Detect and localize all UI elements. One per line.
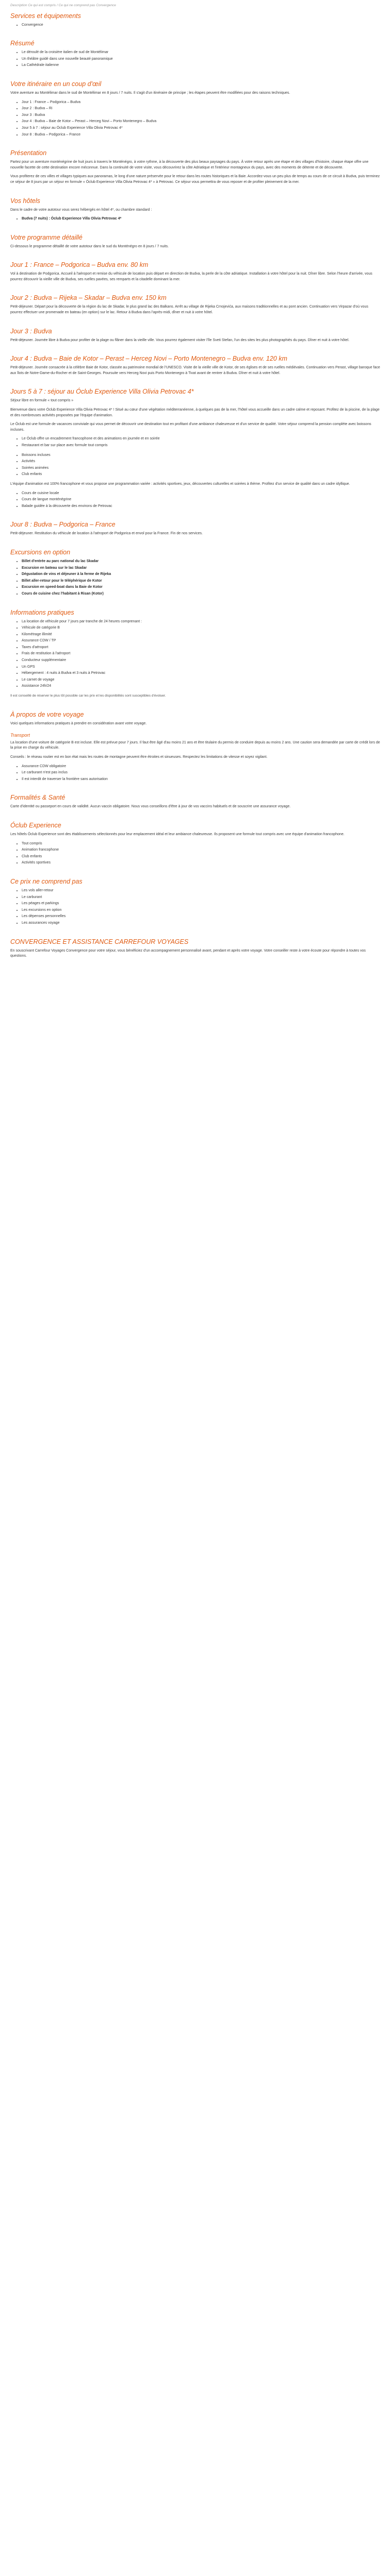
day5-title: Jours 5 à 7 : séjour au Óclub Experience Villa Olivia Petrovac 4*: [10, 388, 194, 396]
not-included-title: Ce prix ne comprend pas: [10, 877, 83, 885]
day5-intro: Séjour libre en formule « tout compris »: [10, 399, 74, 403]
presentation-title: Présentation: [10, 149, 47, 157]
club-list: [10, 453, 381, 478]
list-item: • Les dépenses personnelles: [22, 914, 381, 920]
list-item: [22, 572, 381, 578]
day3-text: Petit-déjeuner. Journée libre à Budva pour profiter de la plage ou flâner dans la vieille ville. Vous pourrez également visiter l'île Sveti Stefan, l'un des sites les plus photographiés du pays. Dîner et nuit à votre hôtel.: [10, 338, 350, 342]
list-item: • Assurance CDW / TP: [22, 638, 381, 644]
oclub-text: Les hôtels Óclub Experience sont des établissements sélectionnés pour leur emplacement idéal et leur ambiance chaleureuse. Ils proposent une formule tout compris avec une équipe d'animation francophone.: [10, 832, 345, 836]
list-item: • Jour 5 à 7 : séjour au Óclub Experience Villa Olivia Petrovac 4*: [22, 126, 381, 131]
formalites-title: Formalités & Santé: [10, 794, 66, 802]
day2-text: Petit-déjeuner. Départ pour la découverte de la région du lac de Skadar, le plus grand lac des Balkans. Arrêt au village de Rijeka Crnojevića, aux maisons traditionnelles et au pont ancien. Continuation vers Virpazar d'où vous pourrez effectuer une promenade en bateau (en option) sur le lac. Retour à Budva dans l'après-midi, dîner et nuit à votre hôtel.: [10, 305, 368, 315]
propos-intro: Voici quelques informations pratiques à prendre en considération avant votre voyage.: [10, 721, 147, 725]
list-item: [22, 579, 381, 584]
day8-text: Petit-déjeuner. Restitution du véhicule de location à l'aéroport de Podgorica et envol pour la France. Fin de nos services.: [10, 532, 203, 536]
excursion-name: Excursion en bateau sur le lac Skadar: [22, 566, 87, 570]
day1-text: Vol à destination de Podgorica. Accueil à l'aéroport et remise du véhicule de location puis départ en direction de Budva, la perle de la côte adriatique. Installation à votre hôtel pour la nuit. Dîner libre. Selon l'heure d'arrivée, vous pourrez découvrir la vieille ville de Budva, ses ruelles pavées, ses remparts et la citadelle dominant la mer.: [10, 272, 372, 281]
detailed-title: Votre programme détaillé: [10, 233, 83, 241]
list-item: • Assurance CDW obligatoire: [22, 764, 381, 770]
oclub-title: Óclub Experience: [10, 821, 61, 829]
excursion-name: Billet d'entrée au parc national du lac Skadar: [22, 559, 99, 563]
list-item: • Le carburant: [22, 895, 381, 901]
list-item: • Animation francophone: [22, 848, 381, 853]
list-item: • La location de véhicule pour 7 jours par tranche de 24 heures comprenant :: [22, 619, 381, 625]
convergence-title: CONVERGENCE ET ASSISTANCE CARREFOUR VOYAGES: [10, 938, 189, 945]
list-item: • Club enfants: [22, 472, 381, 478]
list-item: • Activités: [22, 459, 381, 465]
transport-text: La location d'une voiture de catégorie B est incluse. Elle est prévue pour 7 jours. Il faut être âgé d'au moins 21 ans et être titulaire du permis de conduire depuis au moins 2 ans. Une caution sera demandée par carte de crédit lors de la prise en charge du véhicule.: [10, 740, 380, 750]
excursion-name: Dégustation de vins et déjeuner à la ferme de Rijeka: [22, 572, 111, 577]
list-item: • Activités sportives: [22, 860, 381, 866]
list-item: • Le Óclub offre un encadrement francophone et des animations en journée et en soirée: [22, 436, 381, 442]
list-item: • Véhicule de catégorie B: [22, 625, 381, 631]
page: [5, 0, 386, 968]
list-item: • Les assurances voyage: [22, 921, 381, 926]
presentation-p2: Vous profiterez de ces villes et villages typiques aux panoramas, le long d'une nature préservée pour le retour dans les routes historiques et la Baie. Accordez-vous un peu plus de temps au cours de ce circuit à Budva, puis terminez ce séjour de 8 jours par un séjour en formule « Óclub Experience Villa Olivia Petrovac 4* » à Petrovac. Ce séjour vous permettra de vous reposer et de profiter pleinement de la mer.: [10, 175, 380, 184]
list-item: • Les vols aller-retour: [22, 888, 381, 894]
hotel-name: Budva (7 nuits) : Óclub Experience Villa Olivia Petrovac 4*: [22, 217, 122, 221]
services-title: Services et équipements: [10, 12, 81, 20]
list-item: • Soirées animées: [22, 466, 381, 471]
club-activities-list: [10, 491, 381, 510]
list-item: • Boissons incluses: [22, 453, 381, 459]
list-item: • Restaurant et bar sur place avec formule tout compris: [22, 443, 381, 449]
list-item: [22, 566, 381, 571]
list-item: • Hébergement : 4 nuits à Budva et 3 nuits à Petrovac: [22, 671, 381, 676]
list-item: • Balade guidée à la découverte des environs de Petrovac: [22, 504, 381, 510]
transport-tips: Conseils : le réseau routier est en bon état mais les routes de montagne peuvent être étroites et sinueuses. Respectez les limitations de vitesse et soyez vigilant.: [10, 755, 268, 759]
hotels-list: [10, 216, 381, 222]
practical-note: Il est conseillé de réserver le plus tôt possible car les prix et les disponibilités sont susceptibles d'évoluer.: [10, 694, 166, 698]
itinerary-title: Votre itinéraire en un coup d'œil: [10, 80, 102, 88]
excursion-name: Excursion en speed-boat dans la Baie de Kotor: [22, 585, 103, 589]
presentation-p1: Partez pour un aventure monténégrine de huit jours à travers le Monténégro, à votre rythme, à la découverte des plus beaux paysages du pays. À votre retour après une étape et des villages d'histoire, chaque étape offre une nouvelle facette de cette destination encore méconnue. Dans la continuité de votre visite, vous découvrirez la côte Adriatique et l'intérieur montagneux du pays, avec des moments de détente et de découverte.: [10, 160, 369, 170]
list-item: • Kilométrage illimité: [22, 632, 381, 638]
list-item: • Un théâtre guidé dans une nouvelle beauté panoramique: [22, 57, 381, 62]
excursion-name: Cours de cuisine chez l'habitant à Risan (Kotor): [22, 591, 104, 596]
breadcrumb: Description Ce qui est compris / Ce qui ne comprend pas Convergence: [10, 4, 116, 7]
list-item: • Jour 4 : Budva – Baie de Kotor – Perast – Herceg Novi – Porto Montenegro – Budva: [22, 119, 381, 125]
not-included-list: [10, 888, 381, 926]
summary-list: [10, 50, 381, 69]
list-item: • Le carnet de voyage: [22, 677, 381, 683]
list-item: • Frais de restitution à l'aéroport: [22, 651, 381, 657]
list-item: • Assistance 24h/24: [22, 684, 381, 689]
hotels-intro: Dans le cadre de votre autotour vous serez hébergés en hôtel 4*, ou chambre standard :: [10, 208, 152, 212]
day1-title: Jour 1 : France – Podgorica – Budva env. 80 km: [10, 261, 149, 269]
list-item: • Jour 3 : Budva: [22, 113, 381, 118]
excursion-name: Billet aller-retour pour le téléphérique de Kotor: [22, 579, 102, 583]
list-item: • Conducteur supplémentaire: [22, 658, 381, 664]
day8-title: Jour 8 : Budva – Podgorica – France: [10, 521, 116, 529]
list-item: • La Cathédrale italienne: [22, 63, 381, 69]
itinerary-intro: Votre aventure au Montélimar dans le sud de Montélimar en 8 jours / 7 nuits. Il s'agit d'un itinéraire de principe ; les étapes peuvent être modifiées pour des raisons techniques.: [10, 91, 290, 95]
list-item: • Jour 8 : Budva – Podgorica – France: [22, 132, 381, 138]
list-item: [22, 585, 381, 590]
oclub-list: [10, 841, 381, 866]
summary-title: Résumé: [10, 40, 35, 47]
list-item: • Le déroulé de la croisière italien de sud de Montélimar: [22, 50, 381, 56]
itinerary-list: [10, 100, 381, 138]
day5-p1: Bienvenue dans votre Óclub Experience Villa Olivia Petrovac 4* ! Situé au cœur d'une végétation méditerranéenne, à quelques pas de la mer, l'hôtel vous accueille dans un cadre calme et reposant. Profitez de la piscine, de la plage et des nombreuses activités proposées par l'équipe d'animation.: [10, 408, 380, 417]
list-item: • Cours de langue monténégrine: [22, 497, 381, 503]
excursions-list: [10, 559, 381, 597]
services-list: [10, 23, 381, 28]
excursions-title: Excursions en option: [10, 548, 71, 556]
day5-p2: Le Óclub est une formule de vacances conviviale qui vous permet de découvrir une destination tout en profitant d'une ambiance chaleureuse et d'un service de qualité. Votre séjour comprend la pension complète avec boissons incluses.: [10, 422, 371, 432]
practical-list: [10, 619, 381, 690]
list-item: • Tout compris: [22, 841, 381, 847]
list-item: • Le carburant n'est pas inclus: [22, 770, 381, 776]
list-item: • Taxes d'aéroport: [22, 645, 381, 651]
list-item: • Jour 2 : Budva – Ri: [22, 106, 381, 112]
day4-title: Jour 4 : Budva – Baie de Kotor – Perast – Herceg Novi – Porto Montenegro – Budva env. 120 km: [10, 355, 287, 363]
list-item: • Il est interdit de traverser la frontière sans autorisation: [22, 777, 381, 783]
formalites-text: Carte d'identité ou passeport en cours de validité. Aucun vaccin obligatoire. Nous vous conseillons d'être à jour de vos vaccins habituels et de souscrire une assurance voyage.: [10, 805, 291, 809]
list-item: • Cours de cuisine locale: [22, 491, 381, 497]
detailed-intro: Ci-dessous le programme détaillé de votre autotour dans le sud du Monténégro en 8 jours / 7 nuits.: [10, 244, 169, 248]
list-item: [22, 559, 381, 565]
list-item: • Jour 1 : France – Podgorica – Budva: [22, 100, 381, 106]
day4-text: Petit-déjeuner. Journée consacrée à la célèbre Baie de Kotor, classée au patrimoine mondial de l'UNESCO. Visite de la vieille ville de Kotor, de ses églises et de ses ruelles médiévales. Continuation vers Perast, village baroque face aux îlots de Notre-Dame-du-Rocher et de Saint-Georges. Poursuite vers Herceg Novi puis Porto Montenegro à Tivat avant de rentrer à Budva. Dîner et nuit à votre hôtel.: [10, 366, 380, 375]
day2-title: Jour 2 : Budva – Rijeka – Skadar – Budva env. 150 km: [10, 294, 167, 302]
list-item: • Club enfants: [22, 854, 381, 860]
club-text: L'équipe d'animation est 100% francophone et vous propose une programmation variée : activités sportives, jeux, découvertes culturelles et soirées à thème. Profitez d'un service de qualité dans un cadre idyllique.: [10, 482, 350, 486]
day3-title: Jour 3 : Budva: [10, 327, 52, 335]
practical-title: Informations pratiques: [10, 608, 74, 616]
list-item: • Convergence: [22, 23, 381, 28]
list-item: [22, 216, 381, 222]
day5-list: [10, 436, 381, 448]
list-item: • Les péages et parkings: [22, 901, 381, 907]
transport-title: Transport: [10, 733, 30, 738]
transport-list: [10, 764, 381, 783]
list-item: • Les excursions en option: [22, 908, 381, 913]
list-item: [22, 591, 381, 597]
propos-title: À propos de votre voyage: [10, 710, 84, 718]
convergence-text: En souscrivant Carrefour Voyages Convergence pour votre séjour, vous bénéficiez d'un accompagnement personnalisé avant, pendant et après votre voyage. Votre conseiller reste à votre écoute pour répondre à toutes vos questions.: [10, 948, 366, 958]
list-item: • Un GPS: [22, 665, 381, 670]
hotels-title: Vos hôtels: [10, 197, 40, 205]
